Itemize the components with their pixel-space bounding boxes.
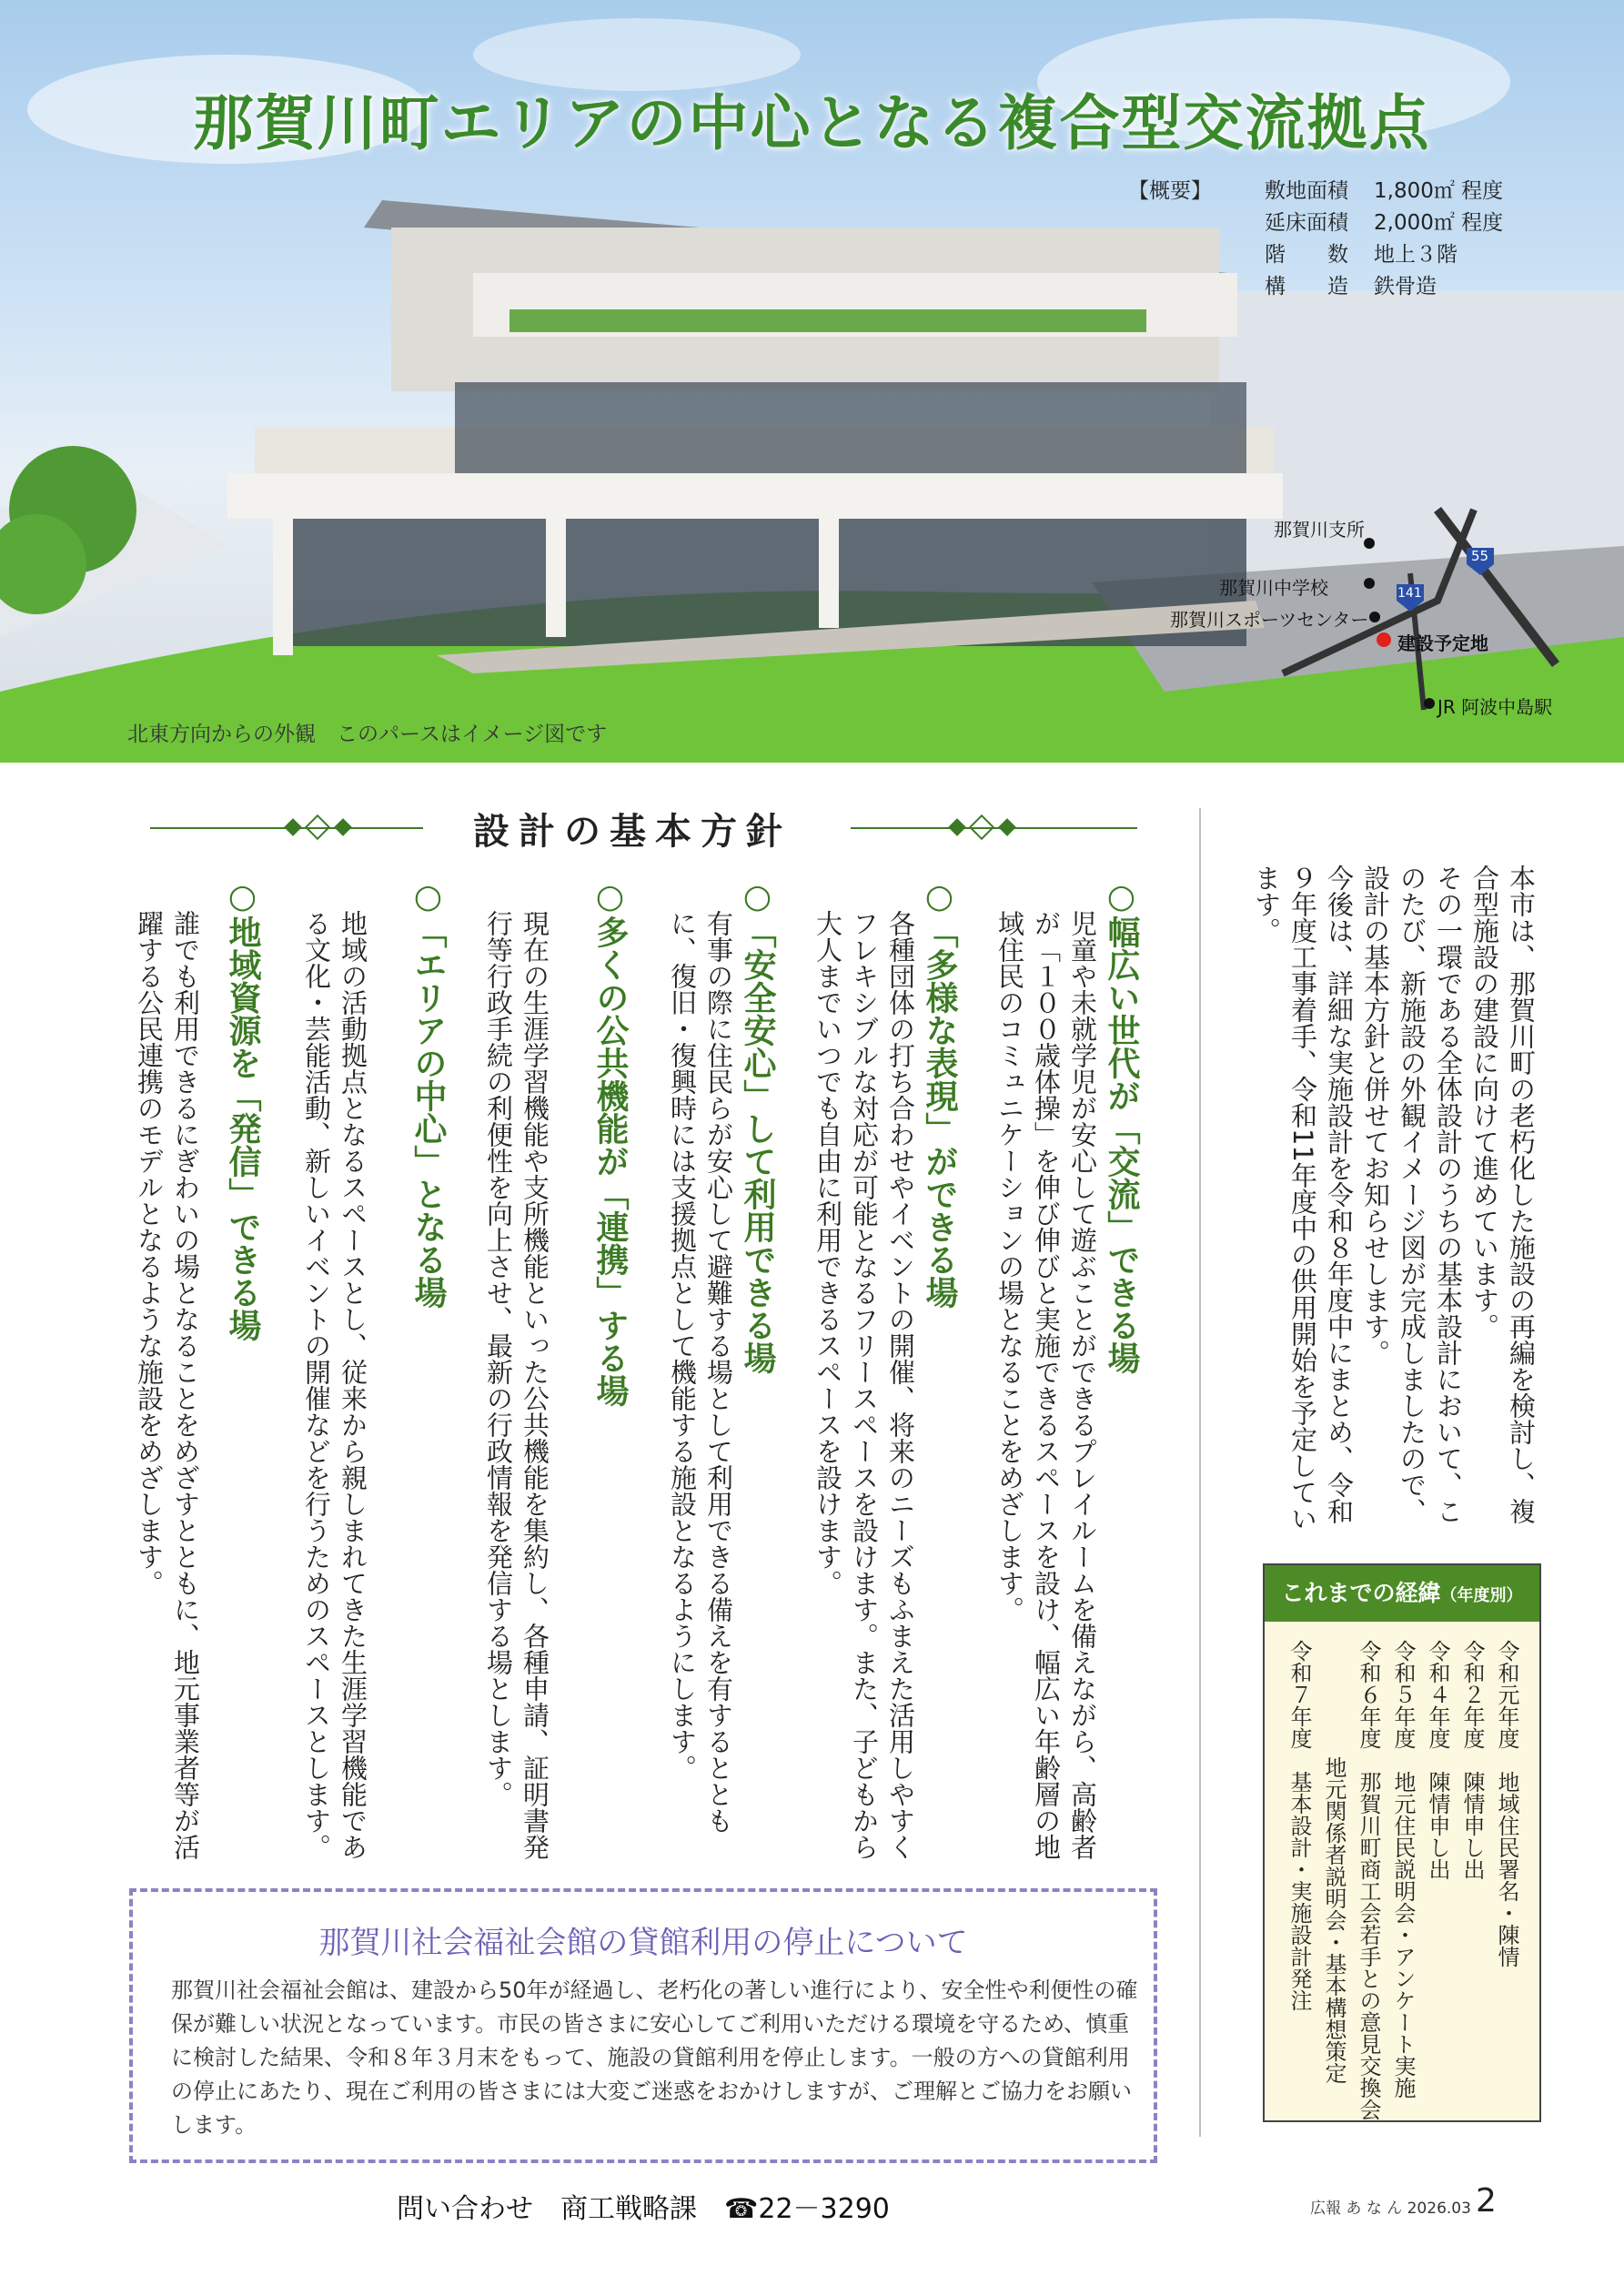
intro-paragraph: 今後は、詳細な実施設計を令和８年度中にまとめ、令和９年度工事着手、令和11年度中の供用開始を予定しています。 bbox=[1251, 865, 1355, 1532]
history-year bbox=[1319, 1640, 1348, 1756]
history-title-text: これまでの経緯 bbox=[1281, 1580, 1441, 1606]
location-map bbox=[1165, 491, 1565, 728]
overview-key: 延床面積 bbox=[1265, 211, 1348, 235]
page-title: 那賀川町エリアの中心となる複合型交流拠点 bbox=[193, 88, 1431, 158]
column-divider bbox=[1199, 808, 1201, 2137]
route-55-sign: 55 bbox=[1471, 548, 1489, 564]
history-year: 令和７年度 bbox=[1286, 1640, 1312, 1749]
history-event: 陳情申し出 bbox=[1459, 1771, 1485, 1880]
policy-item-title: ○「安全安心」して利用できる場 bbox=[739, 878, 776, 1374]
policy-item-body: 児童や未就学児が安心して遊ぶことができるプレイルームを備えながら、高齢者が「１００歳体操」を伸び伸びと実施できるスペースを設け、幅広い年齢層の地域住民のコミュニケーションの場となることをめざします。 bbox=[994, 910, 1098, 1860]
history-row bbox=[1492, 1640, 1521, 1967]
map-label-site: 建設予定地 bbox=[1397, 632, 1488, 654]
policy-item-title: ○「多様な表現」ができる場 bbox=[921, 878, 958, 1309]
map-label-branch: 那賀川支所 bbox=[1274, 519, 1365, 541]
publication-name: 広報 あ な ん 2026.03 bbox=[1310, 2200, 1471, 2218]
notice-box bbox=[129, 1888, 1157, 2163]
history-event: 基本設計・実施設計発注 bbox=[1286, 1771, 1312, 2011]
policy-item-title: ○「エリアの中心」となる場 bbox=[409, 878, 447, 1309]
notice-title: 那賀川社会福祉会館の貸館利用の停止について bbox=[318, 1925, 968, 1961]
policy-item-title: ○地域資源を「発信」できる場 bbox=[224, 878, 261, 1341]
history-year: 令和元年度 bbox=[1494, 1640, 1519, 1749]
history-row bbox=[1285, 1640, 1314, 2011]
history-year: 令和４年度 bbox=[1425, 1640, 1450, 1749]
hero-image bbox=[0, 0, 1624, 763]
overview-value: 鉄骨造 bbox=[1374, 275, 1437, 298]
overview-row bbox=[1128, 239, 1503, 271]
overview-box bbox=[1128, 176, 1503, 303]
policy-item-title: ○幅広い世代が「交流」できる場 bbox=[1103, 878, 1140, 1374]
history-event: 那賀川町商工会若手との意見交換会 bbox=[1356, 1771, 1381, 2120]
section-heading-text: 設計の基本方針 bbox=[473, 810, 792, 853]
history-year: 令和５年度 bbox=[1390, 1640, 1416, 1749]
intro-paragraph: その一環である全体設計のうちの基本設計において、このたび、新施設の外観イメージ図が完成しましたので、設計の基本方針と併せてお知らせします。 bbox=[1360, 865, 1464, 1524]
page-number: 2 bbox=[1476, 2182, 1497, 2220]
history-event: 地元関係者説明会・基本構想策定 bbox=[1321, 1756, 1347, 2084]
map-label-school: 那賀川中学校 bbox=[1219, 577, 1328, 599]
history-box bbox=[1263, 1563, 1541, 2122]
history-year: 令和２年度 bbox=[1459, 1640, 1485, 1749]
overview-value: 地上３階 bbox=[1374, 243, 1458, 267]
overview-value: 2,000㎡ 程度 bbox=[1374, 211, 1504, 235]
history-title-suffix: （年度別） bbox=[1440, 1586, 1523, 1605]
overview-row bbox=[1128, 207, 1503, 239]
history-event: 地元住民説明会・アンケート実施 bbox=[1390, 1771, 1416, 2099]
policy-item-body: 地域の活動拠点となるスペースとし、従来から親しまれてきた生涯学習機能である文化・芸能活動、新しいイベントの開催などを行うためのスペースとします。 bbox=[301, 910, 368, 1860]
overview-key: 敷地面積 bbox=[1265, 179, 1348, 203]
intro-paragraph: 本市は、那賀川町の老朽化した施設の再編を検討し、複合型施設の建設に向けて進めています。 bbox=[1469, 865, 1537, 1524]
contact-info: 問い合わせ 商工戦略課 ☎22－3290 bbox=[397, 2193, 890, 2225]
history-year: 令和６年度 bbox=[1356, 1640, 1381, 1749]
history-row bbox=[1354, 1640, 1383, 2120]
policy-item-body: 現在の生涯学習機能や支所機能といった公共機能を集約し、各種申請、証明書発行等行政手続の利便性を向上させ、最新の行政情報を発信する場とします。 bbox=[483, 910, 550, 1860]
image-caption: 北東方向からの外観 このパースはイメージ図です bbox=[127, 723, 608, 746]
history-row bbox=[1423, 1640, 1452, 1880]
history-row bbox=[1388, 1640, 1417, 2099]
map-label-station: JR 阿波中島駅 bbox=[1437, 696, 1553, 718]
route-141-sign: 141 bbox=[1397, 586, 1422, 601]
map-label-sports: 那賀川スポーツセンター bbox=[1170, 609, 1369, 631]
overview-row bbox=[1128, 176, 1503, 207]
policy-item-body: 各種団体の打ち合わせやイベントの開催、将来のニーズもふまえた活用しやすくフレキシブルな対応が可能となるフリースペースを設けます。また、子どもから大人までいつでも自由に利用できるスペースを設けます。 bbox=[812, 910, 916, 1860]
policy-item-body: 誰でも利用できるにぎわいの場となることをめざすとともに、地元事業者等が活躍する公民連携のモデルとなるような施設をめざします。 bbox=[134, 910, 201, 1860]
section-heading bbox=[150, 801, 1137, 855]
overview-row bbox=[1128, 271, 1503, 303]
notice-body: 那賀川社会福祉会館は、建設から50年が経過し、老朽化の著しい進行により、安全性や利便性の確保が難しい状況となっています。市民の皆さまに安心してご利用いただける環境を守るため、慎重に検討した結果、令和８年３月末をもって、施設の貸館利用を停止します。一般の方への貸館利用の停止にあたり、現在ご利用の皆さまには大変ご迷惑をおかけしますが、ご理解とご協力をお願いします。 bbox=[171, 1977, 1138, 2138]
policy-item-title: ○多くの公共機能が「連携」する場 bbox=[591, 878, 629, 1407]
overview-value: 1,800㎡ 程度 bbox=[1374, 179, 1504, 203]
overview-key: 構 造 bbox=[1265, 275, 1348, 298]
history-event: 地域住民署名・陳情 bbox=[1494, 1771, 1519, 1967]
policy-item-body: 有事の際に住民らが安心して避難する場として利用できる備えを有するとともに、復旧・復興時には支援拠点として機能する施設となるようにします。 bbox=[667, 910, 734, 1834]
history-event: 陳情申し出 bbox=[1425, 1771, 1450, 1880]
overview-label: 【概要】 bbox=[1128, 179, 1212, 203]
history-title bbox=[1265, 1565, 1539, 1622]
history-row bbox=[1319, 1640, 1348, 2084]
overview-key: 階 数 bbox=[1265, 243, 1348, 267]
history-row bbox=[1458, 1640, 1487, 1880]
